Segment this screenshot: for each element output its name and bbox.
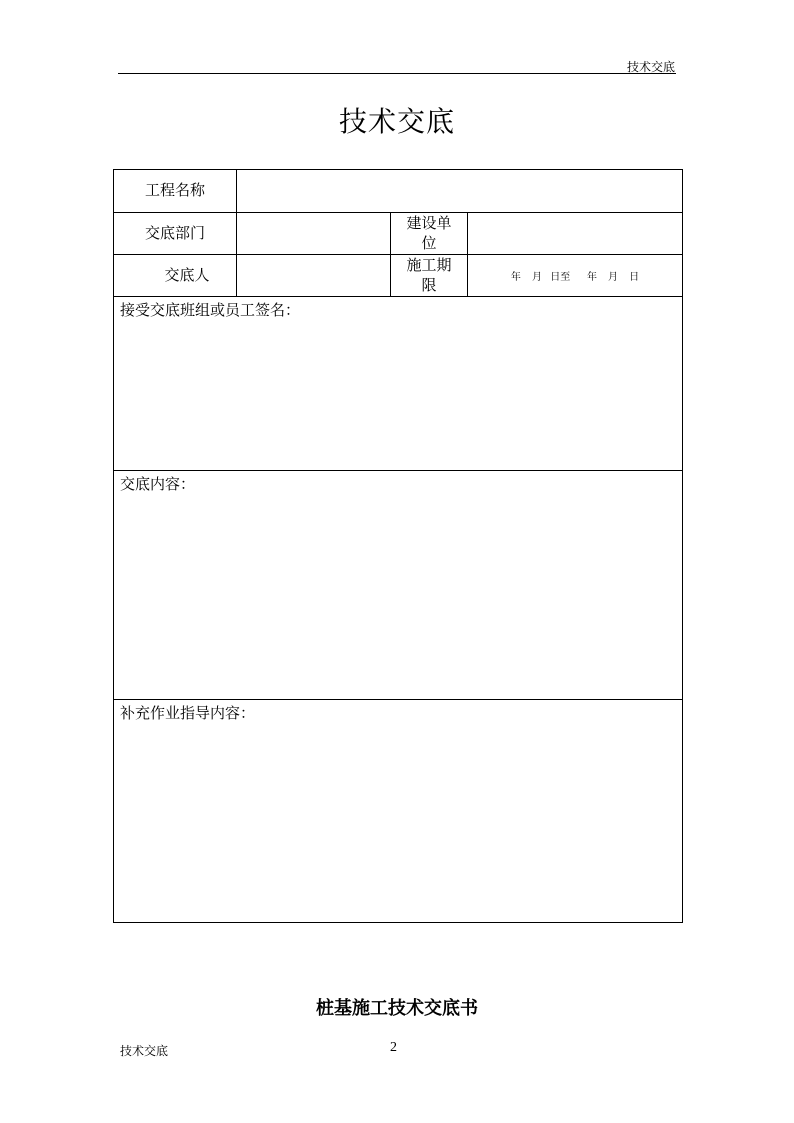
- signature-area[interactable]: 接受交底班组或员工签名：: [114, 297, 683, 471]
- builder-field[interactable]: [468, 213, 683, 255]
- project-name-field[interactable]: [237, 170, 683, 213]
- period-field[interactable]: 年 月 日至 年 月 日: [468, 255, 683, 297]
- extra-guidance-area[interactable]: 补充作业指导内容：: [114, 700, 683, 923]
- row-content: [114, 471, 683, 700]
- page-number: 2: [390, 1040, 397, 1055]
- period-label: 施工期限: [391, 255, 468, 297]
- content-area[interactable]: 交底内容：: [114, 471, 683, 700]
- project-name-label: 工程名称: [114, 170, 237, 213]
- running-header: 技术交底: [626, 60, 675, 74]
- header-rule: [118, 73, 676, 74]
- footer-text: 技术交底: [120, 1044, 169, 1058]
- row-person: [114, 255, 683, 297]
- department-label: 交底部门: [114, 213, 237, 255]
- person-field[interactable]: [237, 255, 391, 297]
- person-label: 交底人: [114, 255, 237, 297]
- section-title: 桩基施工技术交底书: [316, 998, 478, 1019]
- row-project-name: [114, 170, 683, 213]
- row-extra-guidance: [114, 700, 683, 923]
- handover-form-table: [113, 169, 683, 923]
- row-department: [114, 213, 683, 255]
- builder-label: 建设单位: [391, 213, 468, 255]
- department-field[interactable]: [237, 213, 391, 255]
- page-title: 技术交底: [338, 106, 455, 137]
- row-signatures: [114, 297, 683, 471]
